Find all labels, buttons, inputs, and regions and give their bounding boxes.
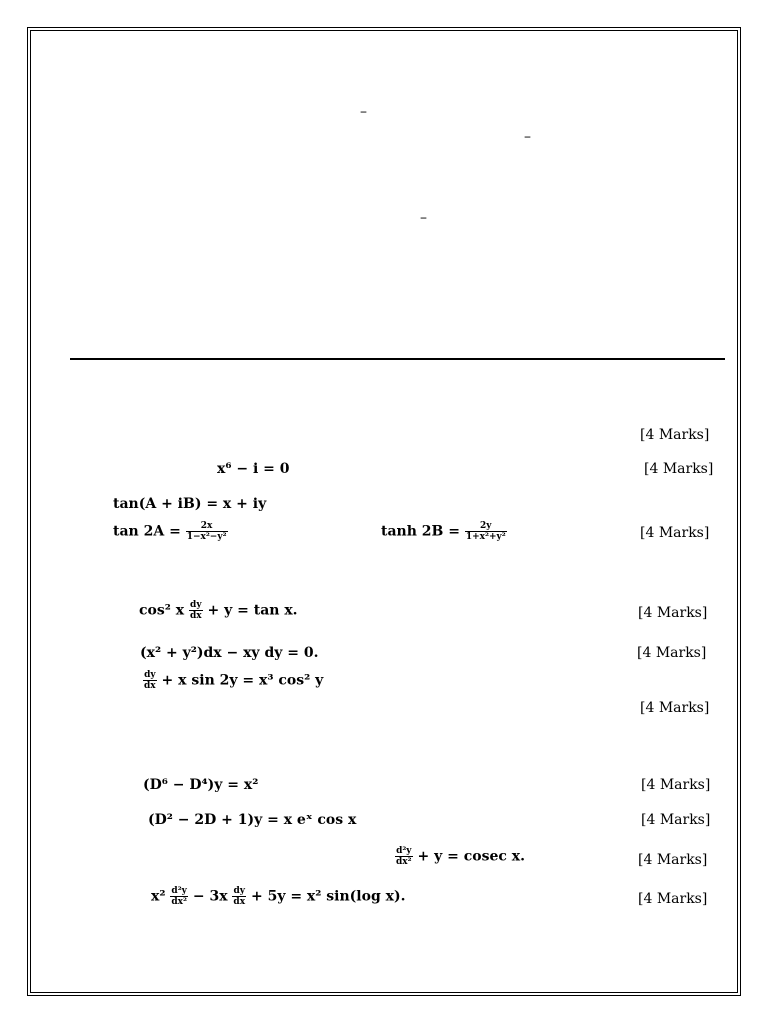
fraction-denominator: 1+x²+y²	[465, 532, 506, 542]
fraction-denominator: dx²	[396, 857, 412, 867]
equation-homogeneous-de: (x² + y²)dx − xy dy = 0.	[140, 645, 319, 661]
equation-middle: − 3x	[192, 888, 228, 905]
fraction-numerator: 2x	[186, 521, 228, 532]
marks-label: [4 Marks]	[640, 427, 710, 443]
equation-lhs: tan 2A =	[113, 523, 181, 540]
fraction-numerator: 2y	[465, 521, 507, 532]
fraction-denominator: dx	[144, 681, 156, 691]
fraction-numerator: dy	[144, 670, 156, 680]
fraction	[143, 670, 157, 691]
equation-prefix: x²	[151, 888, 166, 905]
equation-suffix: + y = tan x.	[207, 602, 298, 619]
fraction	[189, 600, 203, 621]
equation-tanh-2b	[381, 521, 507, 542]
equation-tan-complex: tan(A + iB) = x + iy	[113, 496, 267, 512]
fraction-numerator: d²y	[396, 846, 412, 856]
equation-linear-de	[139, 600, 298, 621]
equation-bernoulli-de	[143, 670, 323, 691]
fraction	[232, 886, 246, 907]
fraction	[465, 521, 507, 542]
equation-suffix: + 5y = x² sin(log x).	[250, 888, 406, 905]
section-divider	[70, 358, 725, 360]
marks-label: [4 Marks]	[641, 777, 711, 793]
fraction-denominator: dx²	[171, 897, 187, 907]
marks-label: [4 Marks]	[640, 700, 710, 716]
marks-label: [4 Marks]	[640, 525, 710, 541]
header-dash-3: –	[420, 210, 427, 226]
equation-operator-d2: (D² − 2D + 1)y = x eˣ cos x	[148, 812, 357, 828]
equation-operator-d6: (D⁶ − D⁴)y = x²	[143, 777, 259, 793]
equation-tan-2a	[113, 521, 228, 542]
header-dash-1: –	[360, 104, 367, 120]
equation-suffix: + y = cosec x.	[417, 848, 525, 865]
fraction-numerator: dy	[190, 600, 202, 610]
equation-lhs: tanh 2B =	[381, 523, 460, 540]
equation-cosec	[395, 846, 525, 867]
fraction-denominator: dx	[233, 897, 246, 907]
fraction-numerator: d²y	[171, 886, 187, 896]
fraction	[170, 886, 188, 907]
equation-suffix: + x sin 2y = x³ cos² y	[161, 672, 324, 689]
marks-label: [4 Marks]	[644, 461, 714, 477]
marks-label: [4 Marks]	[641, 812, 711, 828]
marks-label: [4 Marks]	[638, 605, 708, 621]
fraction	[186, 521, 228, 542]
equation-prefix: cos² x	[139, 602, 185, 619]
marks-label: [4 Marks]	[637, 645, 707, 661]
marks-label: [4 Marks]	[638, 852, 708, 868]
equation-cauchy-euler	[151, 886, 405, 907]
fraction-numerator: dy	[233, 886, 246, 896]
fraction-denominator: 1−x²−y²	[186, 532, 227, 542]
fraction-denominator: dx	[189, 611, 202, 621]
equation-roots: x⁶ − i = 0	[217, 461, 290, 477]
header-dash-2: –	[524, 129, 531, 145]
marks-label: [4 Marks]	[638, 891, 708, 907]
fraction	[395, 846, 413, 867]
